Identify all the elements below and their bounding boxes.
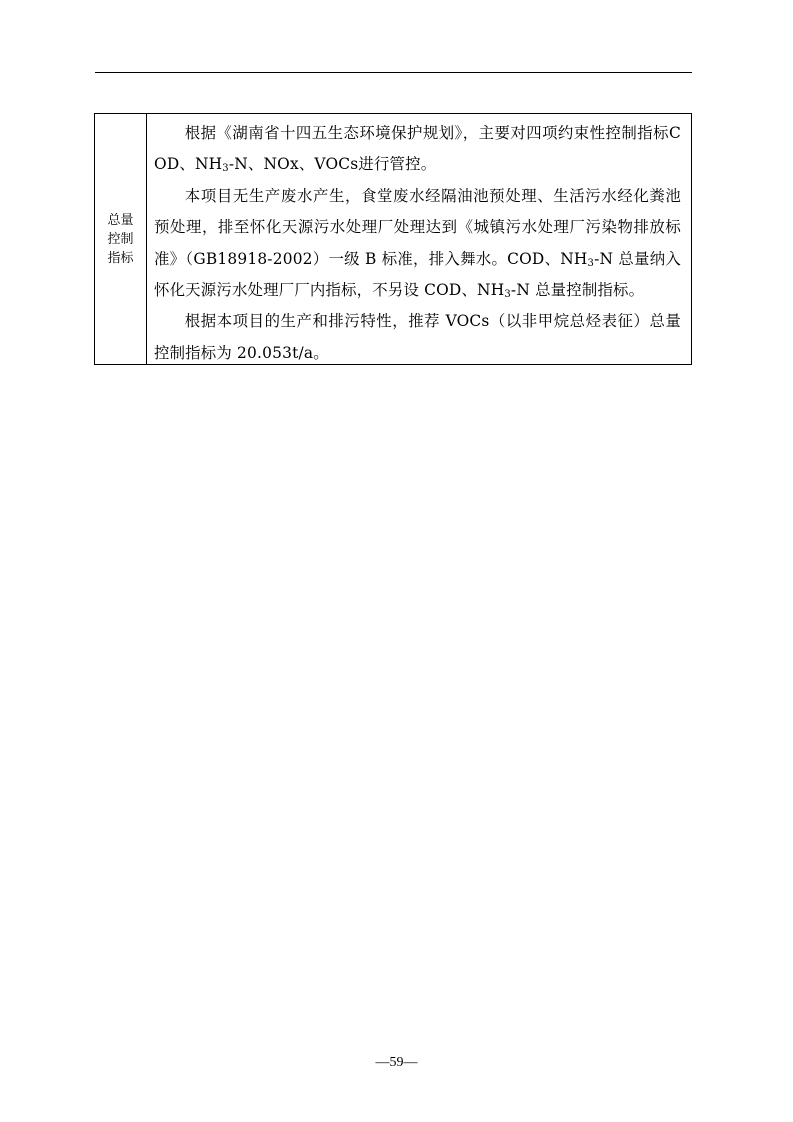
- p2-text-a: 本项目无生产废水产生，食堂废水经隔油池预处理、生活污水经化粪池预处理，排至怀化天源污水处理厂处理达到《城镇污水处理厂污染物排放标准》（GB18918-2002）一级 B 标准，排入舞水。COD、NH: [154, 186, 681, 268]
- p1-subscript: 3: [222, 163, 229, 175]
- p2-text-c: -N 总量控制指标。: [510, 281, 645, 300]
- p1-text-a: 根据《湖南省十四五生态环境保护规划》，主要对四项约束性控制指标COD、NH: [154, 124, 681, 174]
- paragraph-wastewater: [154, 181, 681, 307]
- paragraph-voc-target: 根据本项目的生产和排污特性，推荐 VOCs（以非甲烷总烃表征）总量控制指标为 20.053t/a。: [154, 312, 681, 362]
- header-rule: [95, 72, 692, 73]
- row-content-cell: [147, 114, 691, 364]
- p2-text-b: -N 总量纳入怀化天源污水处理厂厂内指标，不另设 COD、NH: [154, 249, 681, 300]
- paragraph-planning-basis: [154, 118, 681, 181]
- total-control-table: [94, 113, 692, 365]
- p2-subscript-2: 3: [504, 289, 511, 301]
- p1-text-b: -N、NOx、VOCs进行管控。: [228, 155, 437, 174]
- row-label-cell: [95, 114, 147, 364]
- page-number: —59—: [375, 1055, 418, 1070]
- p2-subscript-1: 3: [587, 257, 595, 269]
- row-label: 总量控制指标: [107, 212, 134, 266]
